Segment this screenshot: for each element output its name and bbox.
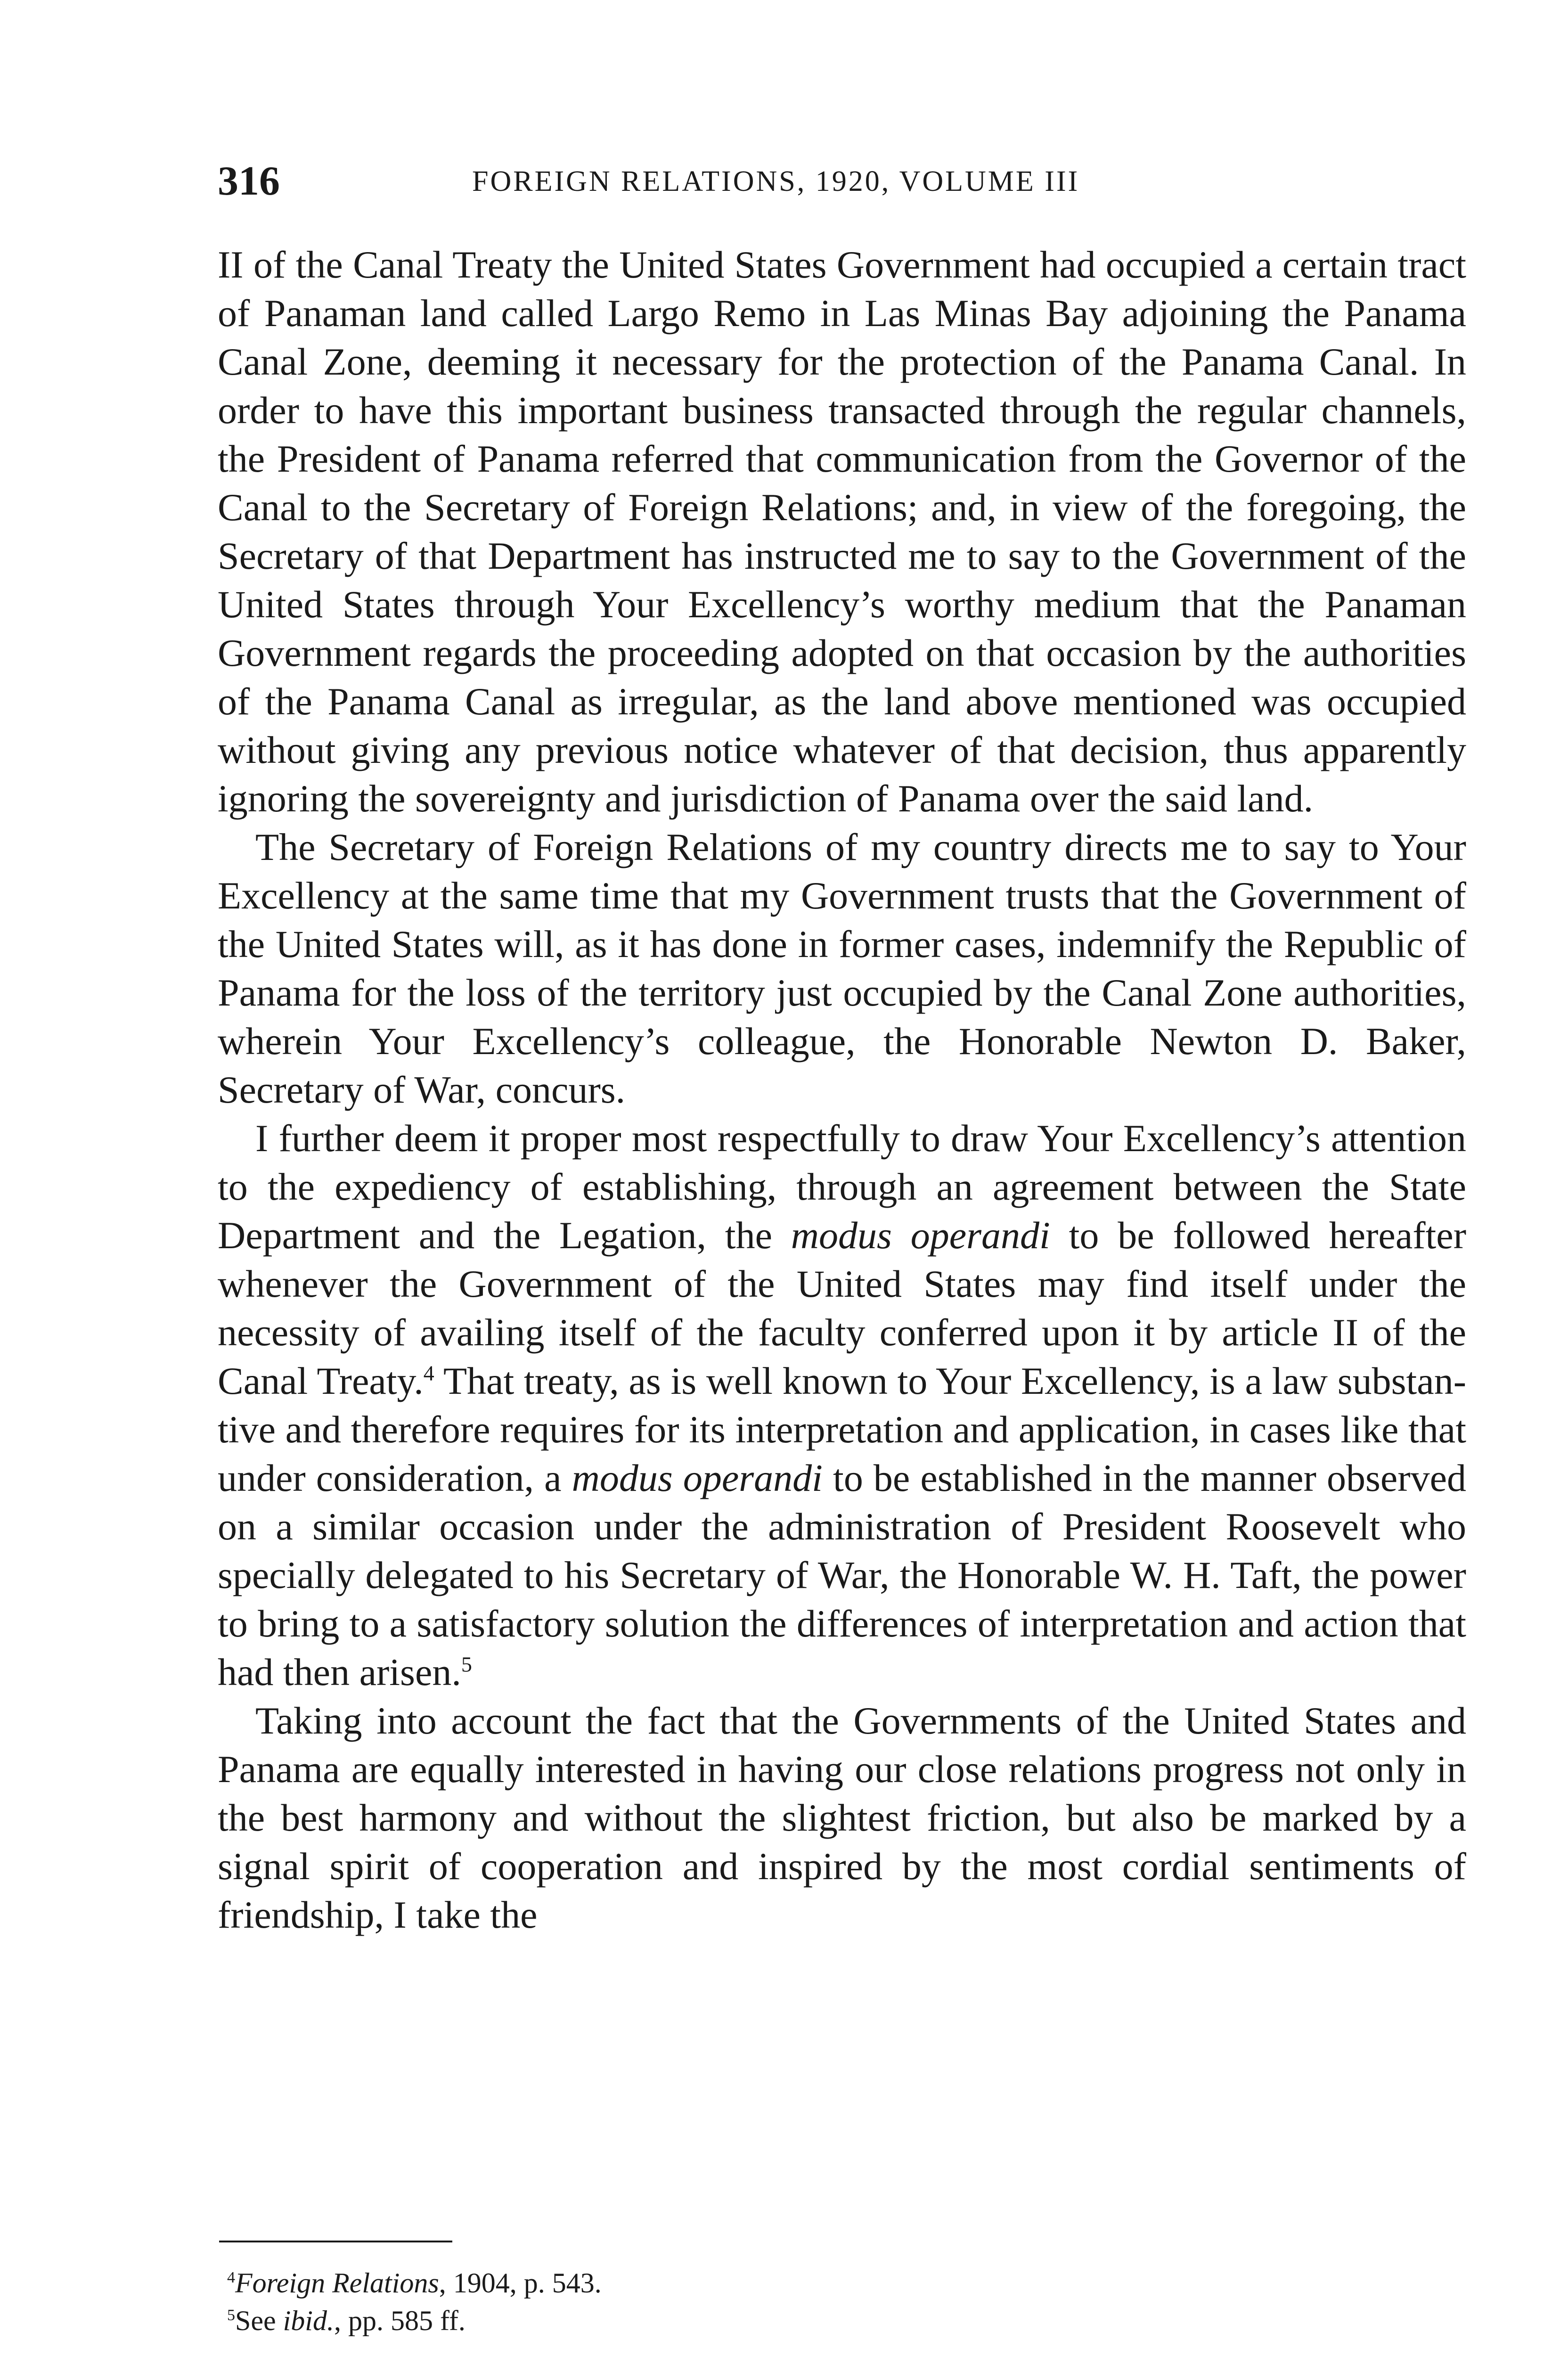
footnote-ref-4: 4 bbox=[423, 1361, 434, 1385]
paragraph-2: The Secretary of Foreign Relations of my country directs me to say to Your Excellency at the same time that my Government trusts that the Government of the United States will, as it has done in former cases, indemnify the Republic of Panama for the loss of the territory just occupied by the Canal Zone authorities, wherein Your Excellency’s colleague, the Honorable Newton D. Baker, Secretary of War, concurs. bbox=[218, 826, 1466, 1111]
footnote-mark: 4 bbox=[227, 2269, 235, 2286]
paragraph-3-text-b: to be followed hereafter whenever the Government of the United States may find itself under the necessity of availing itself of the faculty conferred upon it by article II of the Canal Treaty. bbox=[218, 1214, 1466, 1402]
footnotes bbox=[227, 2264, 1452, 2340]
paragraph-3-text-c: That treaty, as is well known to Your Excellency, is a law substantive and therefore requires for its interpretation and application, in cases like that under consideration, a bbox=[218, 1359, 1467, 1499]
footnote-italic: ibid. bbox=[283, 2305, 334, 2336]
paragraph-3 bbox=[218, 1114, 1466, 1696]
page-header bbox=[218, 155, 1466, 207]
footnote-ref-5: 5 bbox=[461, 1652, 472, 1677]
italic-modus-operandi-1: modus operandi bbox=[791, 1214, 1050, 1257]
footnote-text: , pp. 585 ff. bbox=[334, 2305, 466, 2336]
paragraph-3-text-a: I further deem it proper most respectfully to draw Your Excellency’s attention to the expediency of establishing, through an agreement between the State Department and the Legation, the bbox=[218, 1117, 1466, 1257]
footnote-mark: 5 bbox=[227, 2307, 235, 2324]
footnote-divider bbox=[219, 2241, 452, 2242]
footnote-5 bbox=[227, 2302, 1452, 2340]
italic-modus-operandi-2: modus operandi bbox=[572, 1456, 823, 1499]
footnote-prefix: See bbox=[235, 2305, 283, 2336]
paragraph-3-text-d: to be established in the manner observed on a similar occasion under the administration of President Roosevelt who specially delegated to his Secretary of War, the Honorable W. H. Taft, the power to bring to a satisfactory solution the differences of interpretation and action that had then arisen. bbox=[218, 1456, 1466, 1693]
running-head: FOREIGN RELATIONS, 1920, VOLUME III bbox=[472, 165, 1080, 197]
footnote-text: , 1904, p. 543. bbox=[439, 2267, 602, 2299]
footnote-4 bbox=[227, 2264, 1452, 2302]
body-text bbox=[218, 240, 1466, 1939]
paragraph-1: II of the Canal Treaty the United States Government had occupied a certain tract of Panaman land called Largo Remo in Las Minas Bay adjoining the Panama Canal Zone, deeming it necessary for the protection of the Panama Canal. In order to have this important business transacted through the regular channels, the President of Panama referred that communication from the Governor of the Canal to the Secretary of Foreign Relations; and, in view of the foregoing, the Secretary of that Department has instructed me to say to the Government of the United States through Your Excellency’s worthy medium that the Panaman Government regards the proceeding adopted on that occasion by the authorities of the Panama Canal as irregular, as the land above mentioned was occupied without giving any previous notice whatever of that decision, thus apparently ignoring the sovereignty and jurisdiction of Panama over the said land. bbox=[218, 243, 1466, 820]
footnote-italic: Foreign Relations bbox=[235, 2267, 439, 2299]
paragraph-4: Taking into account the fact that the Governments of the United States and Panama are equally interested in having our close relations progress not only in the best harmony and without the slightest friction, but also be marked by a signal spirit of cooperation and inspired by the most cordial sentiments of friendship, I take the bbox=[218, 1699, 1466, 1936]
page-number: 316 bbox=[218, 158, 280, 204]
